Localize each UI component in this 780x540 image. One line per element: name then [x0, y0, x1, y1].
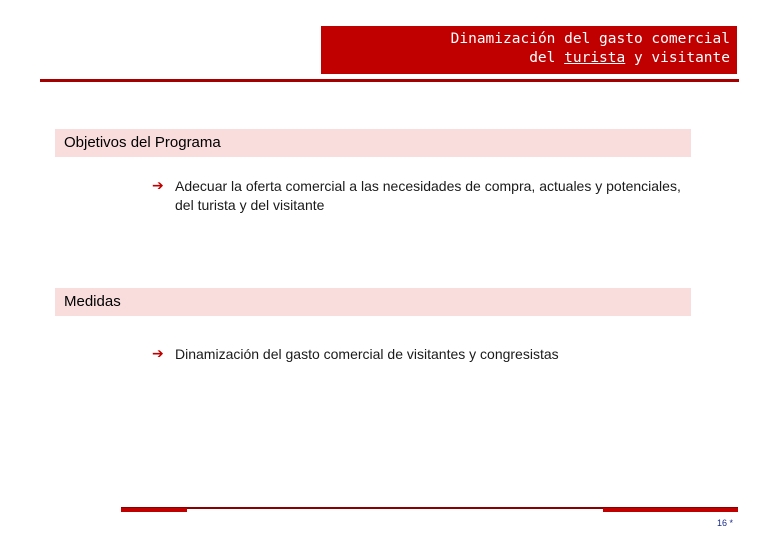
page-number: 16 * [716, 518, 733, 528]
section-heading-medidas: Medidas [55, 288, 691, 316]
right-arrow-icon: ➔ [152, 346, 164, 362]
slide-title-line-2-suffix: y visitante [625, 50, 730, 66]
bullet-objetivo-text: Adecuar la oferta comercial a las necesidades de compra, actuales y potenciales, del turista y del visitante [175, 178, 681, 213]
bullet-medida [152, 345, 682, 364]
bottom-accent-left [121, 508, 187, 512]
bullet-medida-text: Dinamización del gasto comercial de visitantes y congresistas [175, 346, 559, 362]
slide-title-box [321, 26, 737, 74]
slide-title-line-1: Dinamización del gasto comercial [450, 31, 730, 47]
right-arrow-icon: ➔ [152, 178, 164, 194]
slide-title-line-2 [321, 49, 730, 68]
slide-title-line-2-prefix: del [529, 50, 565, 66]
top-divider [40, 79, 739, 82]
slide-title-underlined-word: turista [564, 50, 626, 66]
bottom-accent-right [603, 508, 738, 512]
bullet-objetivo [152, 177, 682, 215]
section-heading-objetivos: Objetivos del Programa [55, 129, 691, 157]
